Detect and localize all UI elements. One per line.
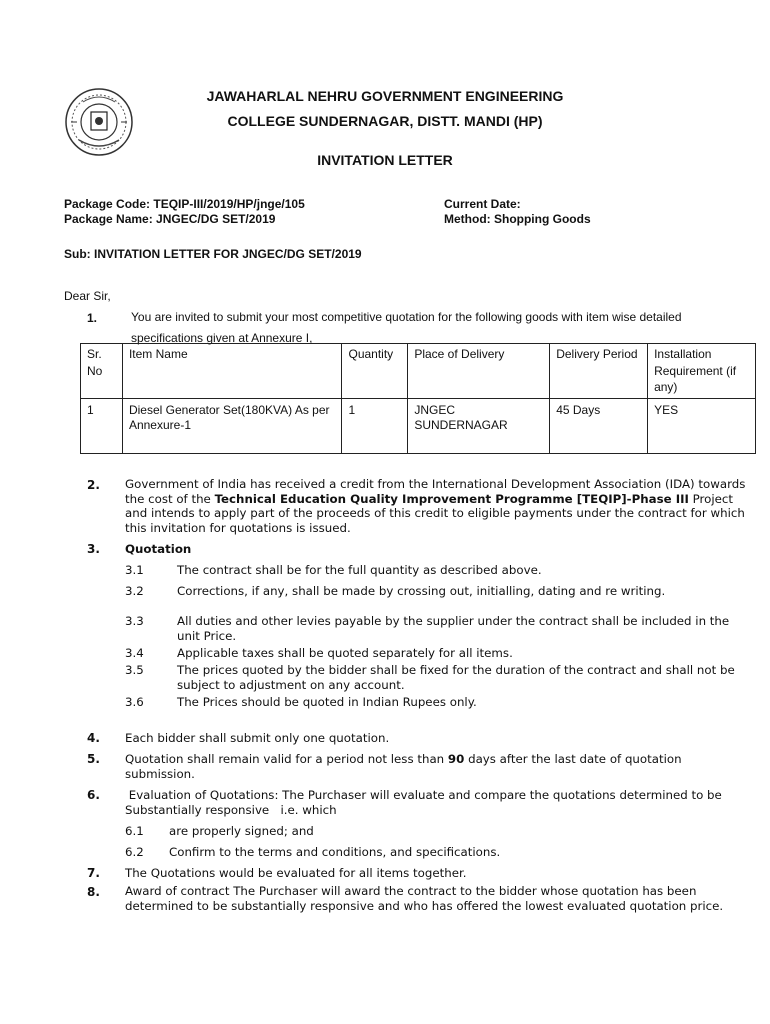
cell-item-name: Diesel Generator Set(180KVA) As per Annexure-1 [122,398,342,453]
para3-title: Quotation [125,542,192,556]
sub-clause-text: All duties and other levies payable by the supplier under the contract shall be included in the unit Price. [177,614,730,643]
para7-text: The Quotations would be evaluated for all items together. [125,866,467,880]
sub-clause-text: Corrections, if any, shall be made by crossing out, initialling, dating and re writing. [177,584,666,598]
table-header-row [81,344,756,399]
cell-place-of-delivery: JNGEC SUNDERNAGAR [408,398,550,453]
college-name-line2: COLLEGE SUNDERNAGAR, DISTT. MANDI (HP) [227,113,543,129]
para8-text: Award of contract The Purchaser will award the contract to the bidder whose quotation has been determined to be substantially responsive and who has offered the lowest evaluated quotation price. [125,884,724,913]
para2-programme-name: Technical Education Quality Improvement Programme [TEQIP]-Phase III [214,491,689,506]
para5-text-post: days after the last date of quotation submission. [125,752,682,781]
page-title: INVITATION LETTER [317,152,453,168]
para1-number: 1. [87,311,98,325]
procurement-method: Method: Shopping Goods [444,212,591,226]
sub-clause-text: are properly signed; and [169,824,314,838]
cell-sr-no: 1 [81,398,123,453]
cell-installation: YES [648,398,756,453]
para6-text: Evaluation of Quotations: The Purchaser will evaluate and compare the quotations determined to be Substantially responsive i.e. which [125,788,726,817]
sub-number: 3.5 [125,663,144,677]
para5-number: 5. [87,752,100,766]
package-code: Package Code: TEQIP-III/2019/HP/jnge/105 [64,197,305,211]
college-name-line1: JAWAHARLAL NEHRU GOVERNMENT ENGINEERING [206,88,564,104]
para5-validity-days: 90 [447,752,465,766]
sub-clause-text: Confirm to the terms and conditions, and specifications. [169,845,501,859]
items-table [80,343,756,454]
table-row [81,398,756,453]
cell-quantity: 1 [342,398,408,453]
col-header-place-of-delivery: Place of Delivery [408,344,550,399]
cell-delivery-period: 45 Days [550,398,648,453]
para8-number: 8. [87,885,100,899]
col-header-installation: Installation Requirement (if any) [648,344,756,399]
para3-number: 3. [87,542,100,556]
col-header-quantity: Quantity [342,344,408,399]
sub-clause-text: The Prices should be quoted in Indian Rupees only. [177,695,477,709]
para5-text [125,752,745,781]
sub-number: 3.2 [125,584,144,598]
sub-number: 3.6 [125,695,144,709]
sub-number: 6.1 [125,824,144,838]
sub-number: 6.2 [125,845,144,859]
subject-line: Sub: INVITATION LETTER FOR JNGEC/DG SET/2019 [64,247,362,261]
para5-text-pre: Quotation shall remain valid for a period not less than [125,752,448,766]
para2-text-post: Project and intends to apply part of the proceeds of this credit to eligible payments under the contract for which this invitation for quotations is issued. [125,491,745,535]
current-date: Current Date: [444,197,521,211]
para2-number: 2. [87,478,100,492]
salutation: Dear Sir, [64,289,111,303]
sub-number: 3.3 [125,614,144,628]
sub-number: 3.4 [125,646,144,660]
para2-text-pre: Government of India has received a credit from the International Development Association (IDA) towards the cost of the [125,477,746,506]
package-name: Package Name: JNGEC/DG SET/2019 [64,212,276,226]
col-header-item-name: Item Name [122,344,342,399]
col-header-sr-no: Sr. No [81,344,123,399]
sub-number: 3.1 [125,563,144,577]
para6-number: 6. [87,788,100,802]
sub-clause-text: The prices quoted by the bidder shall be fixed for the duration of the contract and shall not be subject to adjustment on any account. [177,663,735,692]
sub-clause-text: Applicable taxes shall be quoted separately for all items. [177,646,513,660]
col-header-delivery-period: Delivery Period [550,344,648,399]
sub-clause-text: The contract shall be for the full quantity as described above. [177,563,542,577]
para4-text: Each bidder shall submit only one quotation. [125,731,390,745]
para1-line2: specifications given at Annexure I, [131,331,313,345]
para2-text [125,477,750,535]
para1-line1: You are invited to submit your most competitive quotation for the following goods with item wise detailed [131,310,682,324]
para7-number: 7. [87,866,100,880]
para4-number: 4. [87,731,100,745]
